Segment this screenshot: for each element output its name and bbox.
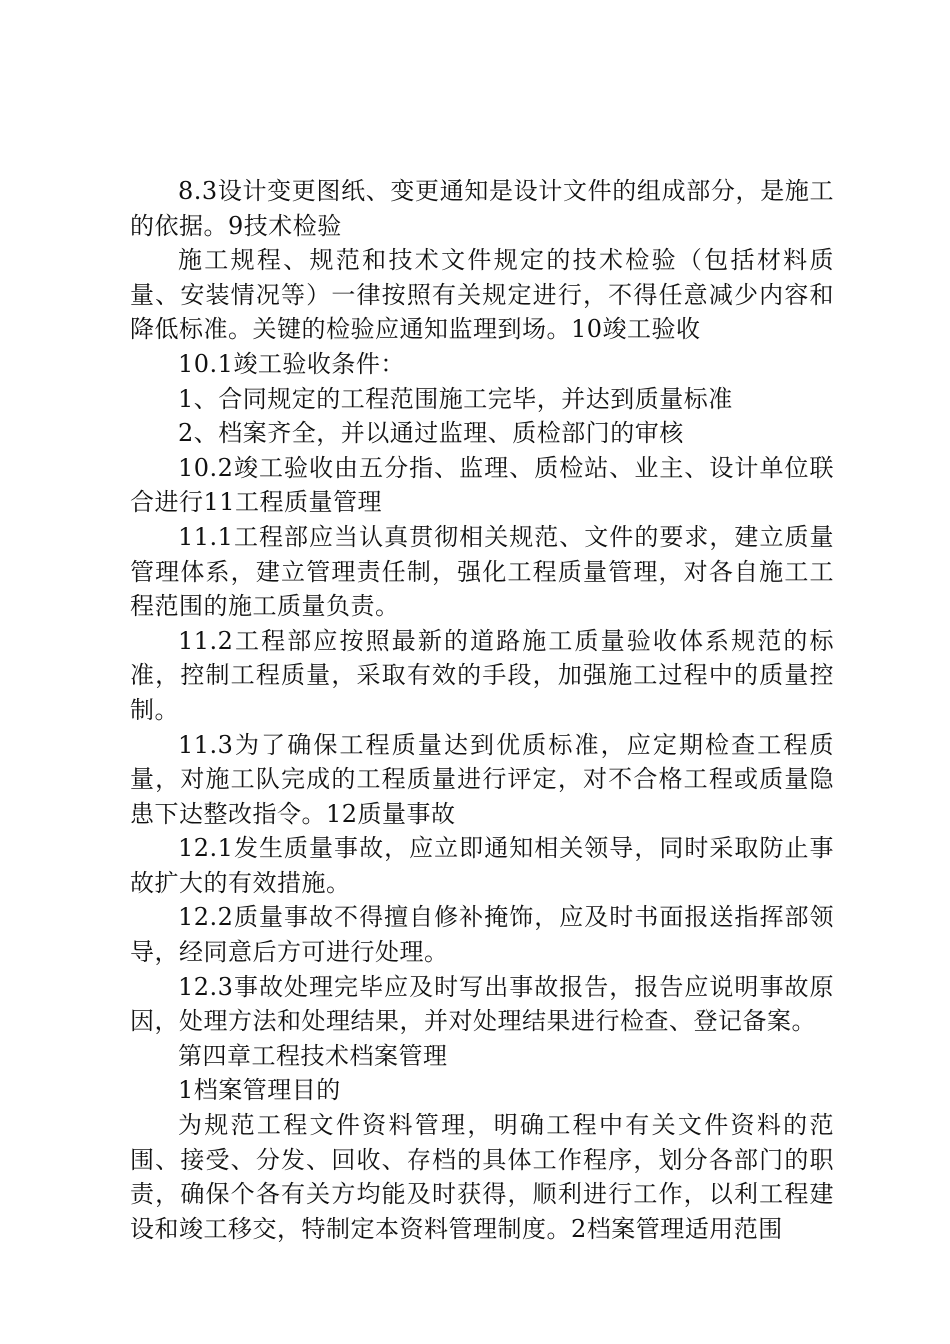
paragraph-acceptance-conditions-heading: 10.1竣工验收条件： [178,349,405,378]
paragraph-acceptance-condition-1: 1、合同规定的工程范围施工完毕，并达到质量标准 [178,384,733,413]
paragraph-accident-12-2: 12.2质量事故不得擅自修补掩饰，应及时书面报送指挥部领导，经同意后方可进行处理。 [130,903,834,967]
paragraph-quality-11-2: 11.2工程部应按照最新的道路施工质量验收体系规范的标准，控制工程质量，采取有效的手段，加强施工过程中的质量控制。 [130,626,834,724]
paragraph-quality-11-1: 11.1工程部应当认真贯彻相关规范、文件的要求，建立质量管理体系，建立管理责任制，强化工程质量管理，对各自施工工程范围的施工质量负责。 [130,522,834,621]
paragraph-acceptance-condition-2: 2、档案齐全，并以通过监理、质检部门的审核 [178,419,684,448]
paragraph-accident-12-1: 12.1发生质量事故，应立即通知相关领导，同时采取防止事故扩大的有效措施。 [130,834,834,897]
paragraph-technical-inspection: 施工规程、规范和技术文件规定的技术检验（包括材料质量、安装情况等）一律按照有关规定进行，不得任意减少内容和降低标准。关键的检验应通知监理到场。10竣工验收 [130,246,834,344]
chapter-heading: 第四章工程技术档案管理 [178,1041,448,1070]
paragraph-archive-purpose: 为规范工程文件资料管理，明确工程中有关文件资料的范围、接受、分发、回收、存档的具体工作程序，划分各部门的职责，确保个各有关方均能及时获得，顺利进行工作，以利工程建设和竣工移交，特制定本资料管理制度。2档案管理适用范围 [130,1111,834,1243]
paragraph-acceptance-parties: 10.2竣工验收由五分指、监理、质检站、业主、设计单位联合进行11工程质量管理 [130,453,834,517]
paragraph-quality-11-3: 11.3为了确保工程质量达到优质标准，应定期检查工程质量，对施工队完成的工程质量进行评定，对不合格工程或质量隐患下达整改指令。12质量事故 [130,730,834,828]
document-body [130,174,834,1246]
paragraph-accident-12-3: 12.3事故处理完毕应及时写出事故报告，报告应说明事故原因，处理方法和处理结果，并对处理结果进行检查、登记备案。 [130,972,834,1036]
paragraph-design-change: 8.3设计变更图纸、变更通知是设计文件的组成部分，是施工的依据。9技术检验 [130,177,834,240]
section-heading-archive-purpose: 1档案管理目的 [178,1076,341,1105]
